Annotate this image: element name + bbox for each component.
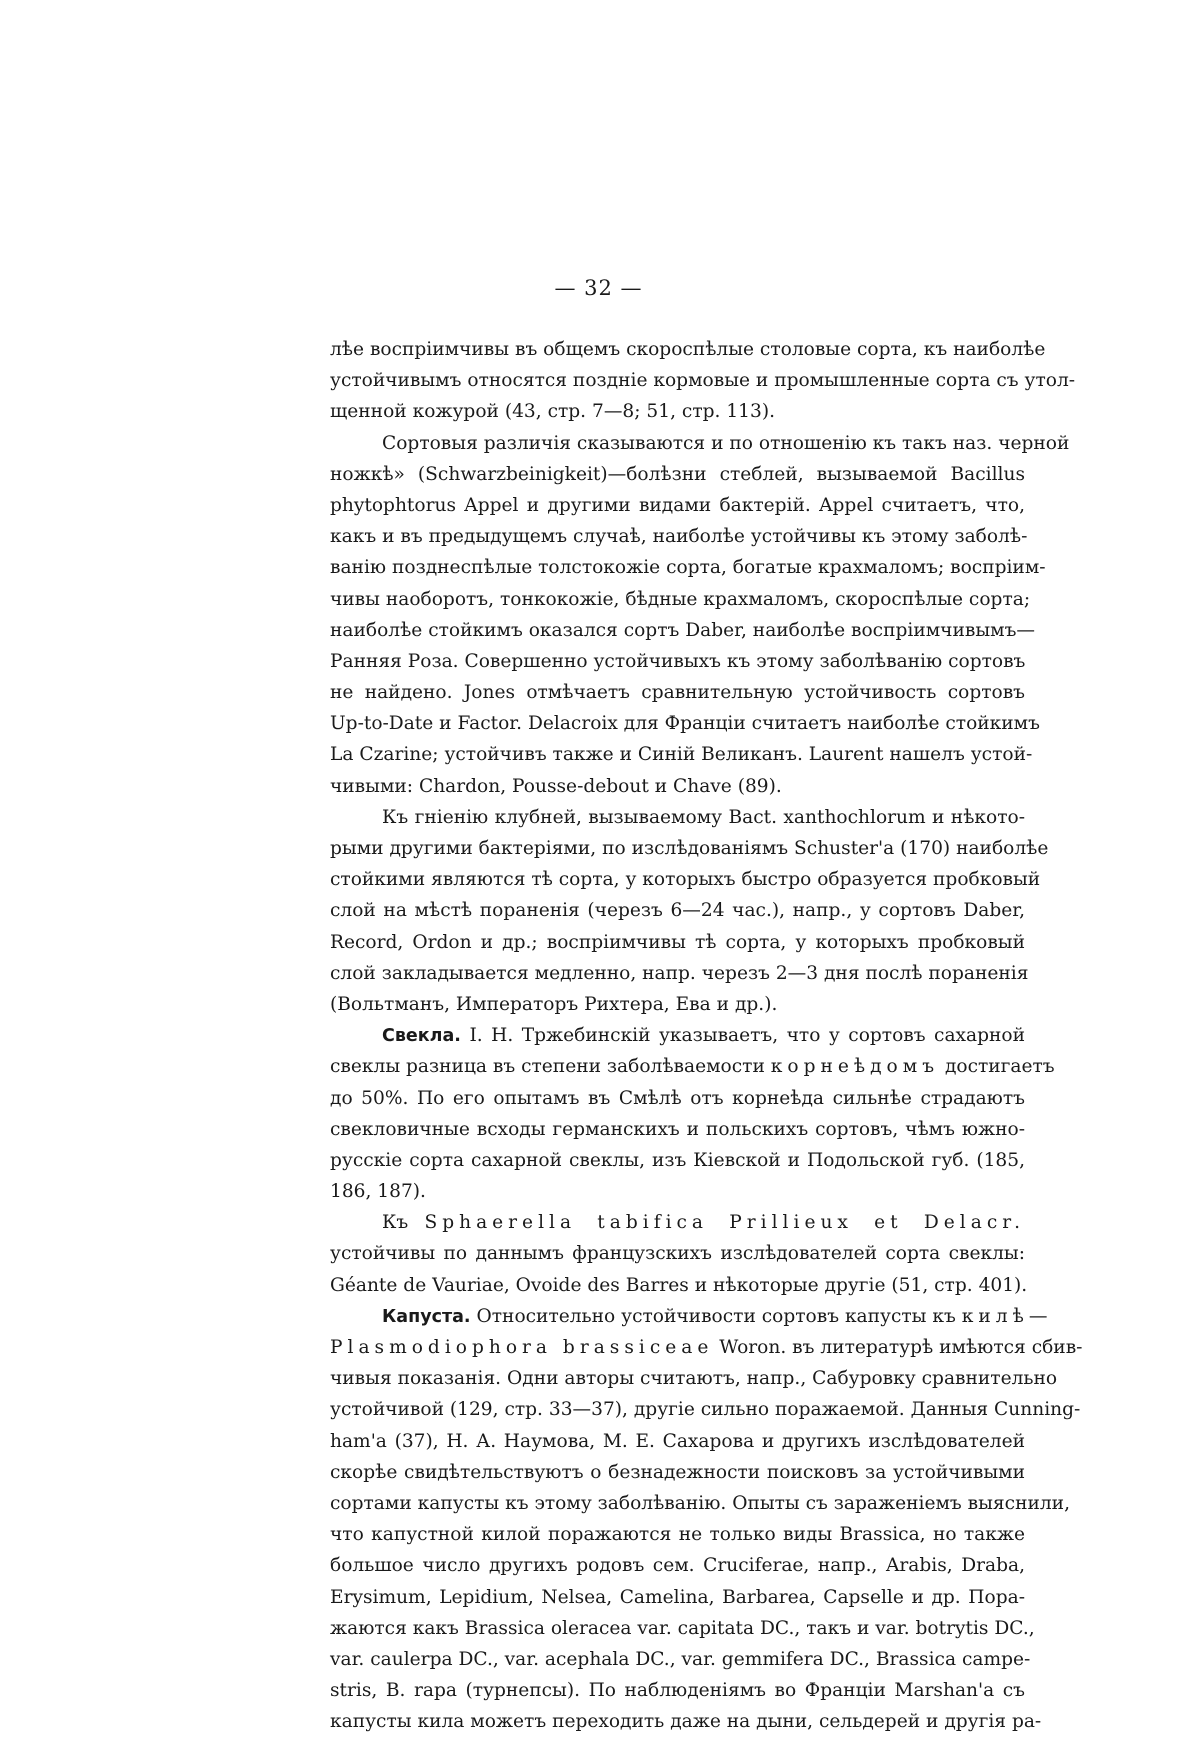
text-line: [330, 1488, 1070, 1519]
text-line: [330, 646, 1025, 677]
text-line: [330, 958, 1029, 989]
section-heading: Капуста.: [382, 1306, 471, 1327]
text-run: свеклы разница въ степени заболѣваемости: [330, 1056, 771, 1078]
text-run: рыми другими бактеріями, по изслѣдованіямъ Schuster'а (170) наиболѣе: [330, 838, 1049, 859]
text-line: [330, 833, 1049, 864]
text-line: [330, 396, 1025, 427]
text-line: [330, 1457, 1025, 1488]
text-run: большое число другихъ родовъ сем. Cruciferae, напр., Arabis, Draba,: [330, 1555, 1025, 1577]
text-line: [330, 521, 1028, 552]
text-run: чивыя показанія. Одни авторы считаютъ, напр., Сабуровку сравнительно: [330, 1368, 1058, 1390]
text-line: [330, 1394, 1081, 1425]
text-run: какъ и въ предыдущемъ случаѣ, наиболѣе устойчивы къ этому заболѣ-: [330, 526, 1028, 548]
text-run: устойчивымъ относятся поздніе кормовые и промышленные сорта съ утол-: [330, 370, 1076, 392]
text-line: [330, 1675, 1025, 1706]
text-run: Къ гніенію клубней, вызываемому Bact. xanthochlorum и нѣкото-: [382, 806, 1025, 828]
spaced-term: килѣ: [961, 1305, 1029, 1327]
text-line: [330, 1613, 1035, 1644]
text-run: La Czarine; устойчивъ также и Синій Великанъ. Laurent нашелъ устой-: [330, 744, 1033, 766]
text-run: скорѣе свидѣтельствуютъ о безнадежности поисковъ за устойчивыми: [330, 1461, 1025, 1483]
text-run: Woron. въ литературѣ имѣются сбив-: [713, 1337, 1083, 1358]
text-line: [330, 584, 1031, 615]
body-text: [330, 334, 1083, 1737]
text-run: не найдено. Jones отмѣчаетъ сравнительную устойчивость сортовъ: [330, 682, 1025, 704]
text-line: [330, 428, 1070, 459]
text-run: свекловичные всходы германскихъ и польскихъ сортовъ, чѣмъ южно-: [330, 1118, 1025, 1140]
text-run: 186, 187).: [330, 1181, 426, 1203]
text-run: var. caulerpa DC., var. acephala DC., var. gemmifera DC., Brassica campe-: [330, 1648, 1031, 1670]
text-run: ham'а (37), Н. А. Наумова, М. Е. Сахарова и другихъ изслѣдователей: [330, 1430, 1025, 1452]
text-line: [330, 1426, 1025, 1457]
text-run: I. Н. Тржебинскій указываетъ, что у сортовъ сахарной: [469, 1025, 1025, 1047]
text-run: ножкѣ» (Schwarzbeinigkeit)—болѣзни стеблей, вызываемой Bacillus: [330, 463, 1025, 485]
text-line: [330, 1332, 1083, 1363]
text-run: Record, Ordon и др.; воспріимчивы тѣ сорта, у которыхъ пробковый: [330, 931, 1025, 953]
text-run: сортами капусты къ этому заболѣванію. Опыты съ зараженіемъ выяснили,: [330, 1492, 1070, 1514]
text-line: [330, 1301, 1048, 1332]
text-line: [330, 895, 1025, 926]
text-run: слой на мѣстѣ пораненія (черезъ 6—24 час.), напр., у сортовъ Daber,: [330, 900, 1025, 922]
text-run: устойчивы по даннымъ французскихъ изслѣдователей сорта свеклы:: [330, 1243, 1025, 1265]
text-run: чивы наоборотъ, тонкокожіе, бѣдные крахмаломъ, скороспѣлые сорта;: [330, 588, 1031, 610]
text-line: [330, 1238, 1025, 1269]
text-line: [330, 1644, 1031, 1675]
text-line: [330, 1519, 1025, 1550]
text-run: stris, B. rapa (турнепсы). По наблюденіямъ во Франціи Marshan'а съ: [330, 1680, 1025, 1702]
section-heading: Свекла.: [382, 1026, 461, 1047]
text-run: Относительно устойчивости сортовъ капусты къ: [476, 1305, 962, 1327]
text-line: [330, 1582, 1025, 1613]
text-line: [330, 1051, 1055, 1082]
text-run: ванію позднеспѣлые толстокожіе сорта, богатые крахмаломъ; воспріим-: [330, 557, 1046, 579]
text-run: Erysimum, Lepidium, Nelsea, Camelina, Barbarea, Capselle и др. Пора-: [330, 1586, 1025, 1608]
text-line: [330, 334, 1046, 365]
text-run: Сортовыя различія сказываются и по отношенію къ такъ наз. черной: [382, 432, 1070, 454]
text-line: [330, 802, 1025, 833]
text-line: [330, 1145, 1025, 1176]
text-line: [330, 615, 1036, 646]
text-run: что капустной килой поражаются не только виды Brassica, но также: [330, 1524, 1025, 1546]
text-line: [330, 1176, 1025, 1207]
text-line: [330, 1706, 1042, 1737]
spaced-term: корнеѣдомъ: [770, 1056, 940, 1078]
text-run: чивыми: Chardon, Pousse-debout и Chave (89).: [330, 775, 782, 797]
text-line: [330, 1207, 1025, 1238]
text-line: [330, 1020, 1025, 1051]
text-line: [330, 864, 1041, 895]
text-run: русскіе сорта сахарной свеклы, изъ Кіевской и Подольской губ. (185,: [330, 1149, 1025, 1171]
text-run: капусты кила можетъ переходить даже на дыни, сельдерей и другія ра-: [330, 1711, 1042, 1733]
page-number: — 32 —: [554, 276, 643, 300]
text-line: [330, 1083, 1025, 1114]
text-line: [330, 1114, 1025, 1145]
text-run: Ранняя Роза. Совершенно устойчивыхъ къ этому заболѣванію сортовъ: [330, 650, 1026, 672]
text-run: стойкими являются тѣ сорта, у которыхъ быстро образуется пробковый: [330, 869, 1041, 891]
text-run: устойчивой (129, стр. 33—37), другіе сильно поражаемой. Данныя Cunning-: [330, 1399, 1081, 1421]
spaced-term: Plasmodiophora brassiceae: [330, 1337, 714, 1358]
text-run: —: [1028, 1305, 1048, 1327]
text-run: лѣе воспріимчивы въ общемъ скороспѣлые столовые сорта, къ наиболѣе: [330, 339, 1046, 360]
text-line: [330, 1550, 1025, 1581]
text-line: [330, 365, 1076, 396]
text-line: [330, 552, 1046, 583]
text-line: [330, 989, 1025, 1020]
text-run: достигаетъ: [939, 1056, 1055, 1078]
text-line: [330, 771, 1025, 802]
text-run: Géante de Vauriae, Ovoide des Barres и нѣкоторые другіе (51, стр. 401).: [330, 1274, 1028, 1296]
text-line: [330, 708, 1040, 739]
text-run: (Вольтманъ, Императоръ Рихтера, Ева и др.).: [330, 993, 778, 1015]
text-run: Up-to-Date и Factor. Delacroix для Франціи считаетъ наиболѣе стойкимъ: [330, 713, 1040, 735]
text-run: Къ: [382, 1212, 425, 1234]
text-run: наиболѣе стойкимъ оказался сортъ Daber, наиболѣе воспріимчивымъ—: [330, 619, 1036, 641]
text-line: [330, 739, 1033, 770]
text-run: щенной кожурой (43, стр. 7—8; 51, стр. 113).: [330, 401, 775, 423]
text-run: phytophtorus Appel и другими видами бактерій. Appel считаетъ, что,: [330, 494, 1025, 516]
text-run: слой закладывается медленно, напр. черезъ 2—3 дня послѣ пораненія: [330, 962, 1029, 984]
text-line: [330, 490, 1025, 521]
text-line: [330, 459, 1025, 490]
text-run: жаются какъ Brassica oleracea var. capitata DC., такъ и var. botrytis DC.,: [330, 1617, 1035, 1639]
text-line: [330, 1363, 1058, 1394]
text-line: [330, 677, 1025, 708]
text-run: до 50%. По его опытамъ въ Смѣлѣ отъ корнеѣда сильнѣе страдаютъ: [330, 1087, 1025, 1109]
spaced-term: Sphaerella tabifica Prillieux et Delacr.: [424, 1212, 1025, 1234]
text-line: [330, 927, 1025, 958]
text-line: [330, 1270, 1028, 1301]
